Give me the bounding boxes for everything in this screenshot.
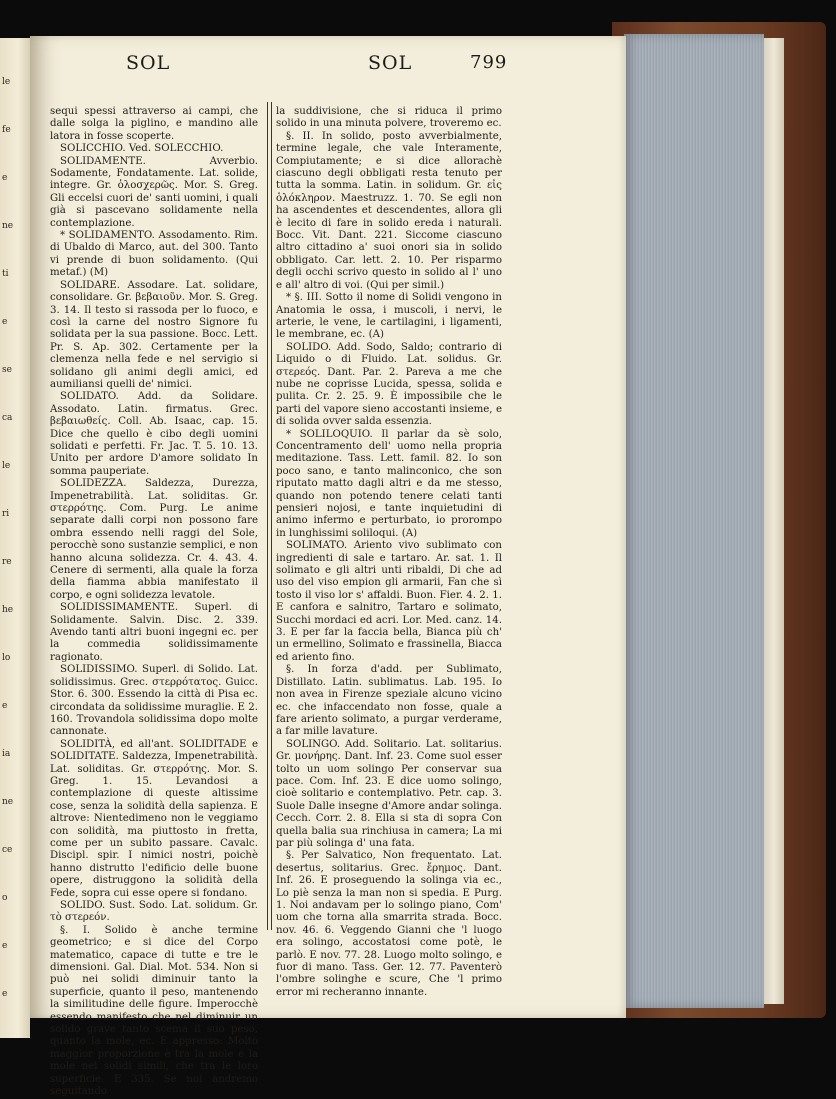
facing-page-sliver	[0, 38, 30, 1038]
entry-paragraph: SOLIDATO. Add. da Solidare. Assodato. Latin. firmatus. Grec. βεβαιωθείς. Coll. Ab. Isaac, cap. 15. Dice che quello è cibo degli uomini solidati e perfetti. Fr. Jac. T. 5. 10. 13. Unito per ardore D'amore solidato In somma pauperiate.	[50, 391, 258, 477]
facing-page-fragment: e	[2, 989, 8, 999]
left-column	[50, 106, 258, 1099]
entry-paragraph: §. I. Solido è anche termine geometrico; e si dice del Corpo matematico, capace di tutte e tre le dimensioni. Gal. Dial. Mot. 534. Non si può nei solidi diminuir tanto la superficie, quanto il peso, mantenendo la similitudine delle figure. Imperocchè essendo manifesto che nel diminuir un solido grave tanto scema il suo peso, quanto la mole, ec. E appresso: Molto maggior proporzione è tra la mole e la mole nei solidi simili, che tra le loro superficie. E 335. Se noi andremo seguitando	[50, 924, 258, 1098]
entry-paragraph: sequi spessi attraverso ai campi, che dalle solga la piglino, e mandino alle latora in fosse scoperte.	[50, 106, 258, 142]
entry-paragraph: SOLIDISSIMO. Superl. di Solido. Lat. solidissimus. Grec. στερρότατος. Guicc. Stor. 6. 300. Essendo la città di Pisa ec. circondata da solidissime muraglie. E 2. 160. Trovandola solidissima dopo molte cannonate.	[50, 664, 258, 738]
entry-paragraph: §. Per Salvatico, Non frequentato. Lat. desertus, solitarius. Grec. ἔρημος. Dant. Inf. 26. E proseguendo la solinga via ec., Lo piè senza la man non si spedia. E Purg. 1. Noi andavam per lo solingo piano, Com' uom che torna alla smarrita strada. Bocc. nov. 46. 6. Veggendo Gianni che 'l luogo era solingo, accostatosi come potè, le parlò. E nov. 77. 28. Luogo molto solingo, e fuor di mano. Tass. Ger. 12. 77. Paventerò l'ombre solinghe e scure, Che 'l primo error mi recheranno innante.	[276, 850, 502, 998]
facing-page-fragment: e	[2, 701, 8, 711]
page-edges	[624, 34, 764, 1008]
entry-paragraph: SOLIDARE. Assodare. Lat. solidare, consolidare. Gr. βεβαιοῦν. Mor. S. Greg. 3. 14. Il testo si rassoda per lo fuoco, e così la carne del nostro Signore fu solidata per la sua passione. Bocc. Lett. Pr. S. Ap. 302. Certamente per la clemenza nella fede e nel servigio si solidano gli animi degli amici, ed aumiliansi quelli de' nimici.	[50, 279, 258, 390]
facing-page-fragment: he	[2, 605, 14, 615]
entry-paragraph: SOLICCHIO. Ved. SOLECCHIO.	[60, 143, 224, 155]
facing-page-fragment: re	[2, 557, 12, 567]
facing-page-fragment: ce	[2, 845, 13, 855]
facing-page-fragment: ne	[2, 797, 14, 807]
entry-paragraph: SOLIDO. Sust. Sodo. Lat. solidum. Gr. τὸ στερεόν.	[50, 900, 258, 924]
facing-page-fragment: ti	[2, 269, 9, 279]
entry-paragraph: * §. III. Sotto il nome di Solidi vengono in Anatomia le ossa, i muscoli, i nervi, le arterie, le vene, le cartilagini, i ligamenti, le membrane, ec. (A)	[276, 292, 502, 341]
facing-page-fragment: le	[2, 461, 11, 471]
facing-page-fragment: e	[2, 317, 8, 327]
facing-page-fragment: lo	[2, 653, 11, 663]
entry-paragraph: §. In forza d'add. per Sublimato, Distillato. Latin. sublimatus. Lab. 195. Io non avea in Firenze speziale alcuno vicino ec. che infaccendato non fosse, quale a fare ariento solimato, a purgar verderame, a far mille lavature.	[276, 664, 502, 738]
entry-paragraph: SOLINGO. Add. Solitario. Lat. solitarius. Gr. μονήρης. Dant. Inf. 23. Come suol esser tolto un uom solingo Per conservar sua pace. Com. Inf. 23. E dice uomo solingo, cioè solitario e contemplativo. Petr. cap. 3. Suole Dalle insegne d'Amore andar solinga. Cecch. Corr. 2. 8. Ella si sta di sopra Con quella balia sua rinchiusa in camera; La mi par più solinga d' una fata.	[276, 738, 502, 849]
entry-paragraph: SOLIDAMENTE. Avverbio. Sodamente, Fondatamente. Lat. solide, integre. Gr. ὁλοσχερῶς. Mor. S. Greg. Gli eccelsi cuori de' santi uomini, i quali già si pascevano solidamente nella contemplazione.	[50, 155, 258, 229]
facing-page-fragment: se	[2, 365, 12, 375]
entry-paragraph: SOLIMATO. Ariento vivo sublimato con ingredienti di sale e tartaro. Ar. sat. 1. Il solimato e gli altri unti ribaldi, Di che ad uso del viso empion gli armarii, Fan che sì tosto il viso lor s' affaldi. Buon. Fier. 4. 2. 1. E canfora e salnitro, Tartaro e solimato, Succhi mordaci ed acri. Lor. Med. canz. 14. 3. E per far la faccia bella, Bianca più ch' un ermellino, Solimato e frassinella, Biacca ed ariento fino.	[276, 540, 502, 663]
facing-page-fragment: e	[2, 941, 8, 951]
entry-paragraph: * SOLILOQUIO. Il parlar da sè solo, Concentramento dell' uomo nella propria meditazione. Tass. Lett. famil. 82. Io son poco sano, e tanto malinconico, che son riputato matto dagli altri e da me stesso, quando non potendo tenere celati tanti pensieri nojosi, e tante inquietudini di animo infermo e perturbato, io prorompo in lunghissimi soliloqui. (A)	[276, 428, 502, 539]
facing-page-fragment: e	[2, 173, 8, 183]
facing-page-fragment: ca	[2, 413, 13, 423]
entry-paragraph: SOLIDEZZA. Saldezza, Durezza, Impenetrabilità. Lat. soliditas. Gr. στερρότης. Com. Purg. Le anime separate dalli corpi non possono fare ombra essendo nelli raggi del Sole, perocchè sono sustanzie semplici, e non hanno alcuna solidezza. Cr. 4. 43. 4. Cenere di sermenti, alla quale la forza della fiamma abbia manifestato il corpo, e ogni solidezza levatole.	[50, 478, 258, 601]
right-running-head: SOL	[368, 52, 413, 74]
facing-page-fragment: ne	[2, 221, 14, 231]
entry-paragraph: §. II. In solido, posto avverbialmente, termine legale, che vale Interamente, Compiutamente; e si dice allorachè ciascuno degli obbligati resta tenuto per tutta la somma. Latin. in solidum. Gr. εἰς ὁλόκληρον. Maestruzz. 1. 70. Se egli non ha ascendentes et descendentes, allora gli è lecito di fare in solido ereda i naturali. Bocc. Vit. Dant. 221. Siccome ciascuno altro cittadino a' suoi onori sia in solido obbligato. Car. lett. 2. 10. Per risparmo degli occhi scrivo questo in solido al l' uno e all' altro di voi. (Qui per simil.)	[276, 130, 502, 291]
column-divider	[267, 102, 272, 930]
left-running-head: SOL	[126, 52, 171, 74]
entry-paragraph: SOLIDISSIMAMENTE. Superl. di Solidamente. Salvin. Disc. 2. 339. Avendo tanti altri buoni ingegni ec. per la commedia solidissimamente ragionato.	[50, 602, 258, 663]
facing-page-fragment: le	[2, 77, 11, 87]
page-number: 799	[470, 52, 508, 73]
facing-page-fragment: fe	[2, 125, 11, 135]
right-column	[276, 106, 502, 999]
entry-paragraph: SOLIDO. Add. Sodo, Saldo; contrario di Liquido o di Fluido. Lat. solidus. Gr. στερεός. Dant. Par. 2. Pareva a me che nube ne coprisse Lucida, spessa, solida e pulita. Cr. 2. 25. 9. È impossibile che le parti del vapore sieno accostanti insieme, e di solida ovver salda essenzia.	[276, 341, 502, 428]
entry-paragraph: la suddivisione, che si riduca il primo solido in una minuta polvere, troveremo ec.	[276, 106, 502, 130]
facing-page-fragment: ia	[2, 749, 11, 759]
facing-page-fragment: o	[2, 893, 8, 903]
facing-page-fragment: ri	[2, 509, 10, 519]
entry-paragraph: SOLIDITÀ, ed all'ant. SOLIDITADE e SOLIDITATE. Saldezza, Impenetrabilità. Lat. soliditas. Gr. στερρότης. Mor. S. Greg. 1. 15. Levandosi a contemplazione di queste altissime cose, senza la solidità della sapienza. E altrove: Nientedimeno non le veggiamo con solidità, ma piuttosto in fretta, come per un subito passare. Cavalc. Discipl. spir. I nimici nostri, poichè hanno distrutto l'edificio delle buone opere, distruggono la solidità della Fede, sopra cui esse opere si fondano.	[50, 738, 258, 899]
page-edges-light	[764, 38, 784, 1004]
entry-paragraph: * SOLIDAMENTO. Assodamento. Rim. di Ubaldo di Marco, aut. del 300. Tanto vi prende di buon solidamento. (Qui metaf.) (M)	[50, 230, 258, 279]
